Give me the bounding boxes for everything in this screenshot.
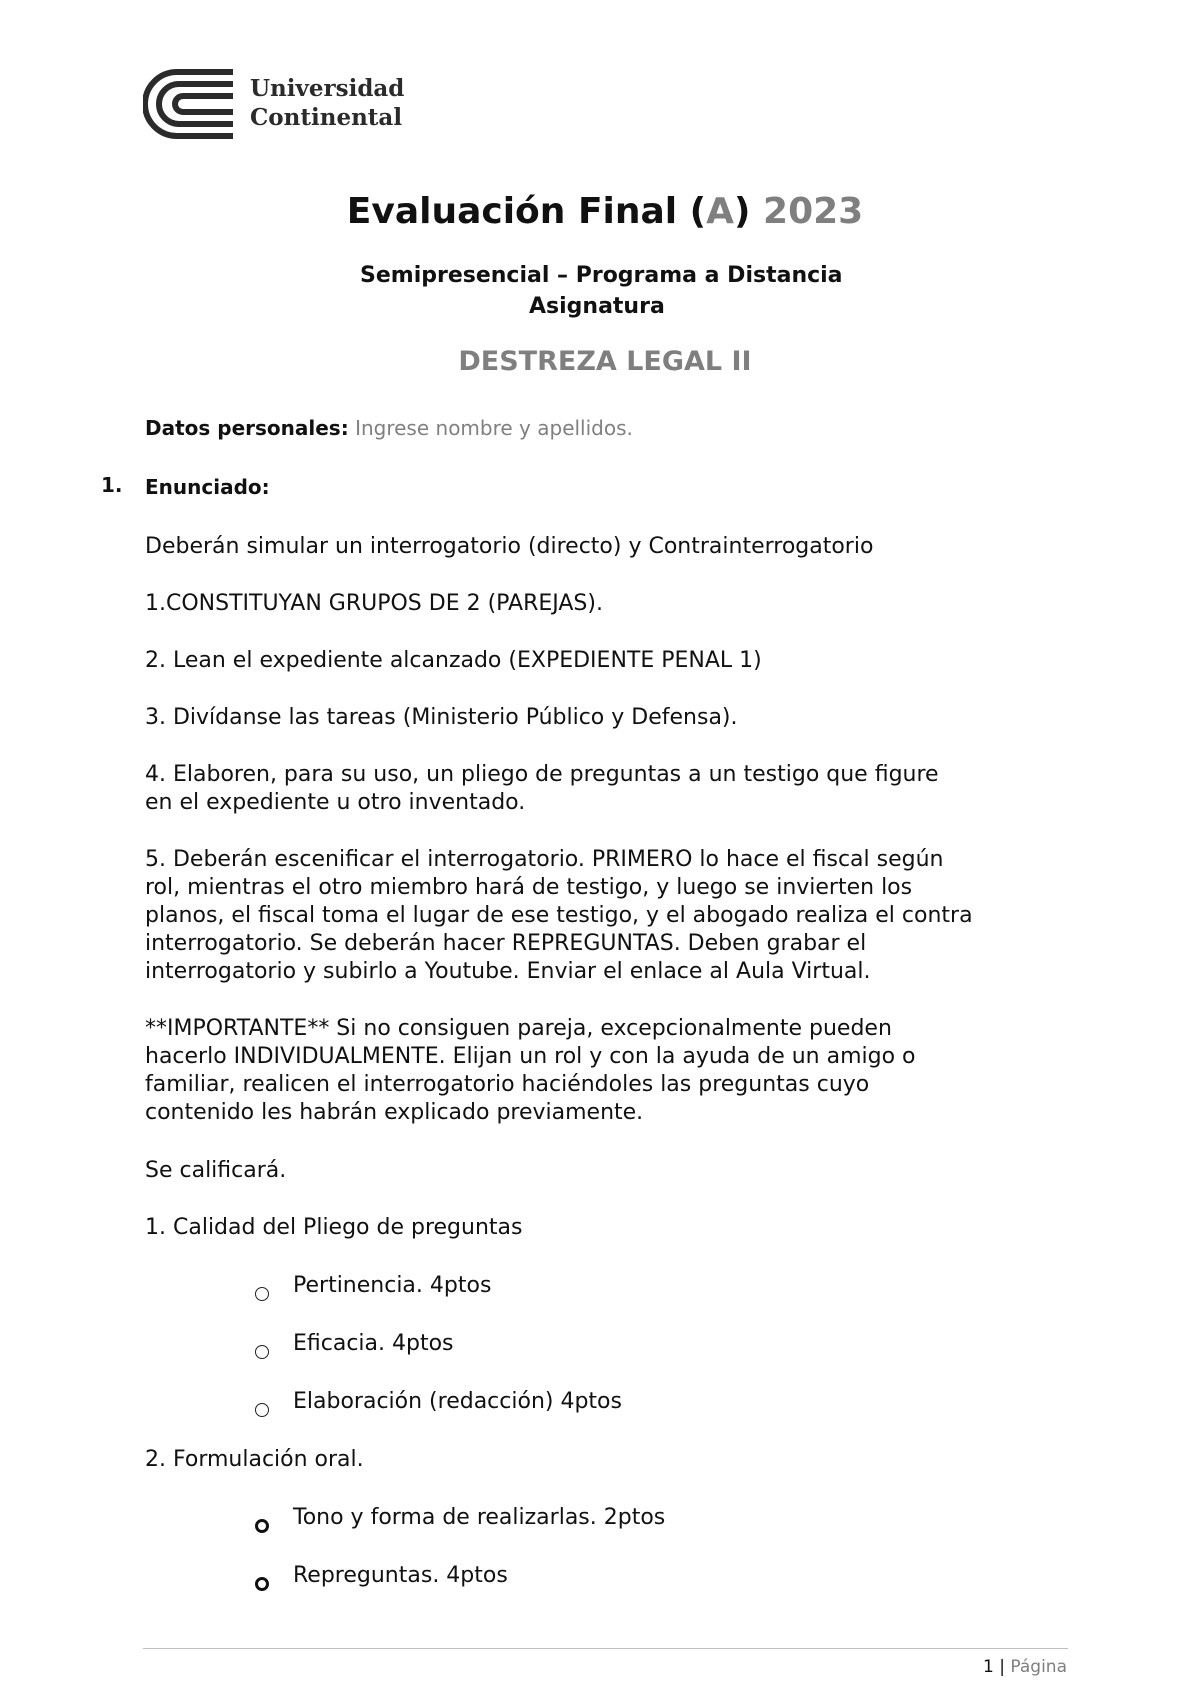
intro-paragraph: Deberán simular un interrogatorio (directo) y Contrainterrogatorio — [145, 534, 874, 559]
program-subtitle: Semipresencial – Programa a Distancia — [360, 263, 843, 288]
course-name: DESTREZA LEGAL II — [458, 346, 752, 377]
page-title — [0, 190, 1200, 234]
footer-separator: | — [999, 1657, 1005, 1677]
logo-text-line2: Continental — [250, 104, 403, 131]
step-2: 2. Lean el expediente alcanzado (EXPEDIENTE PENAL 1) — [145, 648, 762, 673]
personal-data-field[interactable]: Ingrese nombre y apellidos. — [355, 416, 633, 440]
asignatura-label: Asignatura — [529, 294, 665, 319]
page-label: Página — [1010, 1657, 1067, 1677]
title-main: Evaluación Final ( — [346, 191, 707, 232]
step-5-line-5: interrogatorio y subirlo a Youtube. Enviar el enlace al Aula Virtual. — [145, 959, 871, 984]
logo-text-line1: Universidad — [250, 75, 405, 102]
step-4-line-1: 4. Elaboren, para su uso, un pliego de preguntas a un testigo que figure — [145, 762, 939, 787]
criterion-2-item: Repreguntas. 4ptos — [293, 1563, 508, 1588]
grading-intro: Se calificará. — [145, 1158, 287, 1183]
step-5-line-4: interrogatorio. Se deberán hacer REPREGUNTAS. Deben grabar el — [145, 931, 867, 956]
personal-data-label: Datos personales: — [145, 416, 349, 440]
step-1: 1.CONSTITUYAN GRUPOS DE 2 (PAREJAS). — [145, 591, 603, 616]
step-3: 3. Divídanse las tareas (Ministerio Público y Defensa). — [145, 705, 738, 730]
university-logo — [143, 68, 403, 140]
important-line-2: hacerlo INDIVIDUALMENTE. Elijan un rol y con la ayuda de un amigo o — [145, 1044, 916, 1069]
bullet-icon — [255, 1403, 269, 1417]
bullet-icon — [255, 1577, 269, 1591]
bullet-icon — [255, 1345, 269, 1359]
criterion-1-item: Eficacia. 4ptos — [293, 1331, 454, 1356]
step-5-line-2: rol, mientras el otro miembro hará de testigo, y luego se invierten los — [145, 875, 913, 900]
step-5-line-3: planos, el fiscal toma el lugar de ese testigo, y el abogado realiza el contra — [145, 903, 973, 928]
bullet-icon — [255, 1519, 269, 1533]
criterion-2-item: Tono y forma de realizarlas. 2ptos — [293, 1505, 666, 1530]
personal-data-row — [145, 414, 633, 442]
section-heading: Enunciado: — [145, 475, 270, 499]
footer-divider — [143, 1648, 1068, 1649]
important-line-1: **IMPORTANTE** Si no consiguen pareja, excepcionalmente pueden — [145, 1016, 892, 1041]
criterion-1-item: Pertinencia. 4ptos — [293, 1273, 492, 1298]
page-footer — [983, 1655, 1067, 1679]
criterion-1: 1. Calidad del Pliego de preguntas — [145, 1215, 523, 1240]
criterion-1-item: Elaboración (redacción) 4ptos — [293, 1389, 622, 1414]
important-line-4: contenido les habrán explicado previamente. — [145, 1100, 644, 1125]
criterion-2: 2. Formulación oral. — [145, 1447, 364, 1472]
continental-logo-icon — [143, 68, 243, 140]
title-year: 2023 — [763, 191, 864, 232]
important-line-3: familiar, realicen el interrogatorio haciéndoles las preguntas cuyo — [145, 1072, 870, 1097]
title-version: A — [706, 191, 735, 232]
step-4-line-2: en el expediente u otro inventado. — [145, 790, 526, 815]
page-number: 1 — [983, 1657, 994, 1677]
title-close: ) — [734, 191, 751, 232]
step-5-line-1: 5. Deberán escenificar el interrogatorio. PRIMERO lo hace el fiscal según — [145, 847, 944, 872]
bullet-icon — [255, 1287, 269, 1301]
section-number: 1. — [101, 473, 123, 497]
